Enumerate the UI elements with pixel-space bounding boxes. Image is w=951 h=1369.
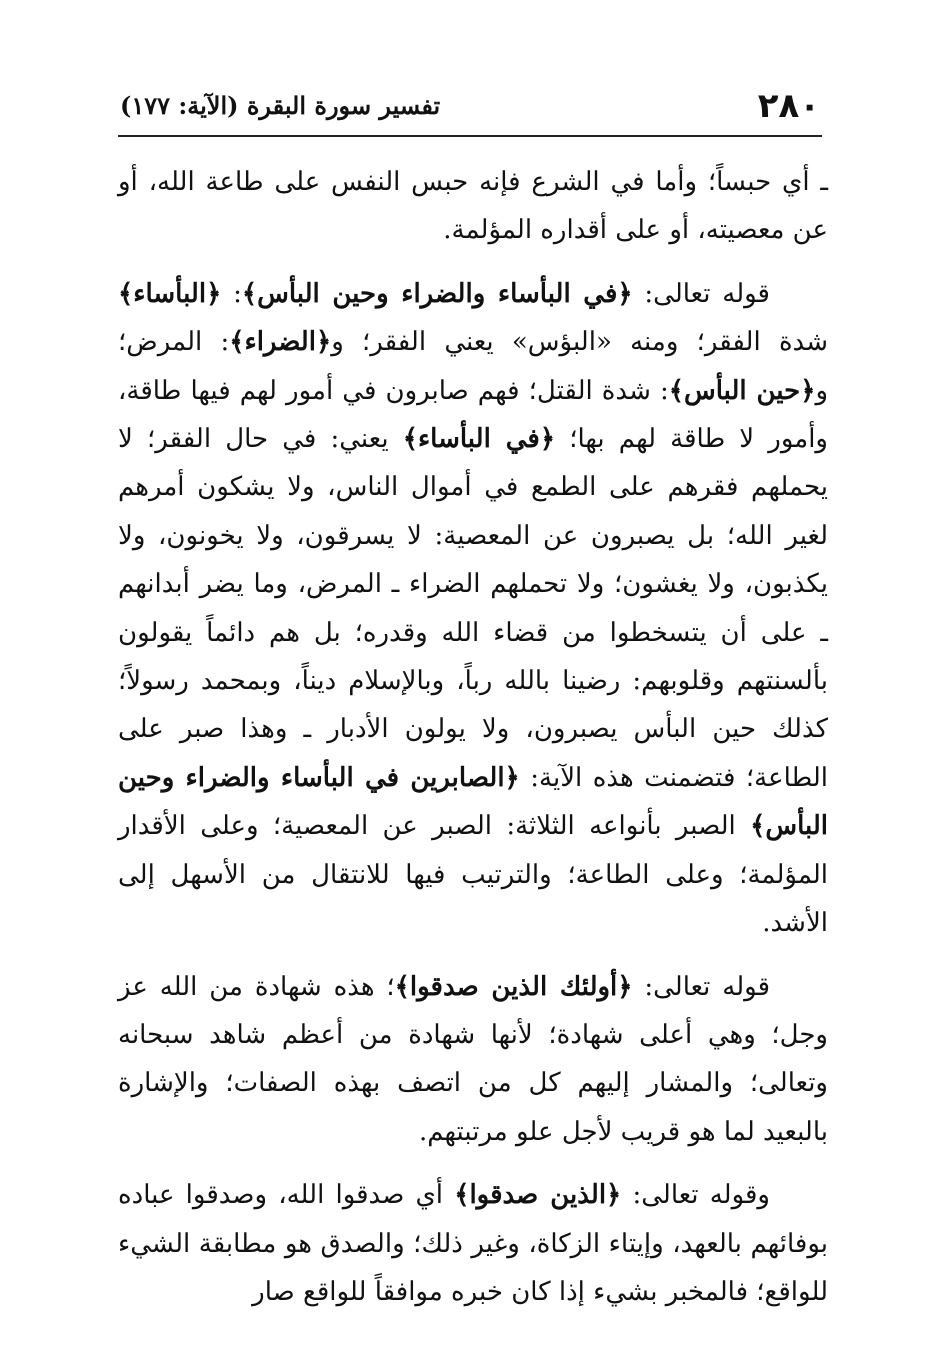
running-title: تفسير سورة البقرة (الآية: ١٧٧) — [120, 91, 441, 120]
header-divider — [118, 135, 822, 137]
text-segment: يعني: في حال الفقر؛ لا يحملهم فقرهم على الطمع في أموال الناس، ولا يشكون أمرهم لغير الله؛ بل يصبرون عن المعصية: لا يسرقون، ولا يخونون، ولا يكذبون، ولا يغشون؛ ولا تحملهم الضراء ـ المرض، وما يضر أبدانهم ـ على أن يتسخطوا من قضاء الله وقدره؛ بل هم دائماً يقولون بألسنتهم وقلوبهم: رضينا بالله رباً، وبالإسلام ديناً، وبمحمد رسولاً؛ كذلك حين البأس يصبرون، ولا يولون الأدبار ـ وهذا صبر على الطاعة؛ فتضمنت هذه الآية: — [118, 424, 829, 793]
body-text — [118, 158, 828, 1316]
paragraph-2 — [118, 270, 828, 948]
text-segment: ؛ هذه شهادة من الله عز وجل؛ وهي أعلى شهادة؛ لأنها شهادة من أعظم شاهد سبحانه وتعالى؛ والمشار إليهم كل من اتصف بهذه الصفات؛ والإشارة بالبعيد لما هو قريب لأجل علو مرتبتهم. — [118, 971, 828, 1147]
page-header — [120, 86, 820, 126]
paragraph-4 — [118, 1171, 828, 1316]
paragraph-1 — [118, 158, 828, 255]
page-number: ٢٨٠ — [757, 86, 820, 126]
paragraph-3 — [118, 963, 828, 1157]
quran-quote: ﴿في البأساء والضراء وحين البأس﴾ — [241, 278, 633, 309]
quran-quote: ﴿الصابرين في البأساء والضراء وحين البأس﴾ — [118, 762, 828, 842]
text-segment: قوله تعالى: — [632, 971, 770, 1002]
text-segment: شدة الفقر؛ ومنه «البؤس» يعني الفقر؛ و — [331, 327, 828, 358]
text-segment: : — [221, 278, 242, 309]
quran-quote: ﴿حين البأس﴾ — [668, 375, 816, 406]
quran-quote: ﴿في البأساء﴾ — [402, 424, 556, 455]
text-segment: الصبر بأنواعه الثلاثة: الصبر عن المعصية؛ وعلى الأقدار المؤلمة؛ وعلى الطاعة؛ والترتيب فيها للانتقال من الأسهل إلى الأشد. — [118, 811, 828, 939]
quran-quote: ﴿الضراء﴾ — [229, 327, 332, 358]
quran-quote: ﴿البأساء﴾ — [118, 278, 222, 309]
quran-quote: ﴿الذين صدقوا﴾ — [454, 1180, 622, 1211]
text-segment: قوله تعالى: — [632, 278, 770, 309]
text-segment: ـ أي حبساً؛ وأما في الشرع فإنه حبس النفس على طاعة الله، أو عن معصيته، أو على أقداره المؤلمة. — [118, 167, 828, 246]
text-segment: : المرض؛ و — [118, 327, 828, 406]
quran-quote: ﴿أولئك الذين صدقوا﴾ — [394, 971, 633, 1002]
text-segment: : شدة القتل؛ فهم صابرون في أمور لهم فيها طاقة، وأمور لا طاقة لهم بها؛ — [118, 375, 828, 455]
text-segment: أي صدقوا الله، وصدقوا عباده بوفائهم بالعهد، وإيتاء الزكاة، وغير ذلك؛ والصدق هو مطابقة الشيء للواقع؛ فالمخبر بشيء إذا كان خبره موافقاً للواقع صار — [118, 1180, 828, 1307]
text-segment: وقوله تعالى: — [621, 1180, 770, 1211]
